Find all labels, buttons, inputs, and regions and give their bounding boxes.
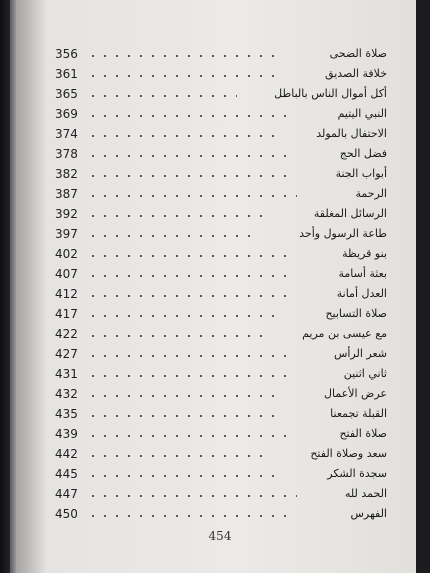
toc-title: الفهرس <box>350 507 387 520</box>
toc-page-number: 356 <box>55 47 78 61</box>
toc-title: صلاة الفتح <box>339 427 387 440</box>
toc-title: مع عيسى بن مريم <box>302 327 387 340</box>
toc-title: بعثة أسامة <box>338 267 387 280</box>
toc-title: سجدة الشكر <box>327 467 387 480</box>
toc-page-number: 445 <box>55 467 78 481</box>
toc-page-number: 369 <box>55 107 78 121</box>
toc-page-number: 361 <box>55 67 78 81</box>
toc-page-number: 412 <box>55 287 78 301</box>
toc-page-number: 450 <box>55 507 78 521</box>
toc-page-number: 417 <box>55 307 78 321</box>
toc-title: عرض الأعمال <box>323 387 387 400</box>
toc-title: فضل الحج <box>339 147 387 160</box>
toc-title: الاحتفال بالمولد <box>316 127 387 140</box>
toc-page-number: 427 <box>55 347 78 361</box>
toc-title: طاعة الرسول وأحد <box>299 227 387 240</box>
toc-title: سعد وصلاة الفتح <box>310 447 387 460</box>
toc-page-number: 407 <box>55 267 78 281</box>
toc-title: صلاة التسابيح <box>325 307 387 320</box>
toc-title: العدل أمانة <box>336 287 387 300</box>
toc-page-number: 382 <box>55 167 78 181</box>
toc-title: الرسائل المغلقة <box>313 207 387 220</box>
toc-title: الرحمة <box>355 187 387 200</box>
toc-title: أبواب الجنة <box>335 167 387 180</box>
toc-page-number: 435 <box>55 407 78 421</box>
toc-page-number: 378 <box>55 147 78 161</box>
toc-title: صلاة الضحى <box>329 47 387 60</box>
toc-page-number: 432 <box>55 387 78 401</box>
toc-page-number: 431 <box>55 367 78 381</box>
toc-title: شعر الرأس <box>333 347 387 360</box>
toc-page-number: 365 <box>55 87 78 101</box>
toc-page-number: 439 <box>55 427 78 441</box>
toc-page-number: 374 <box>55 127 78 141</box>
toc-page-number: 402 <box>55 247 78 261</box>
toc-title: الحمد لله <box>344 487 387 500</box>
toc-title: ثاني اثنين <box>343 367 387 380</box>
page-number: 454 <box>208 529 232 543</box>
toc-title: النبي اليتيم <box>337 107 387 120</box>
toc-page-number: 442 <box>55 447 78 461</box>
toc-page-number: 422 <box>55 327 78 341</box>
toc-title: أكل أموال الناس بالباطل <box>274 87 387 100</box>
toc-title: القبلة تجمعنا <box>330 407 387 420</box>
toc-page-number: 447 <box>55 487 78 501</box>
toc-page-number: 392 <box>55 207 78 221</box>
toc-page-number: 397 <box>55 227 78 241</box>
toc-title: بنو قريظة <box>342 247 387 260</box>
toc-page-number: 387 <box>55 187 78 201</box>
toc-title: خلافة الصديق <box>325 67 387 80</box>
